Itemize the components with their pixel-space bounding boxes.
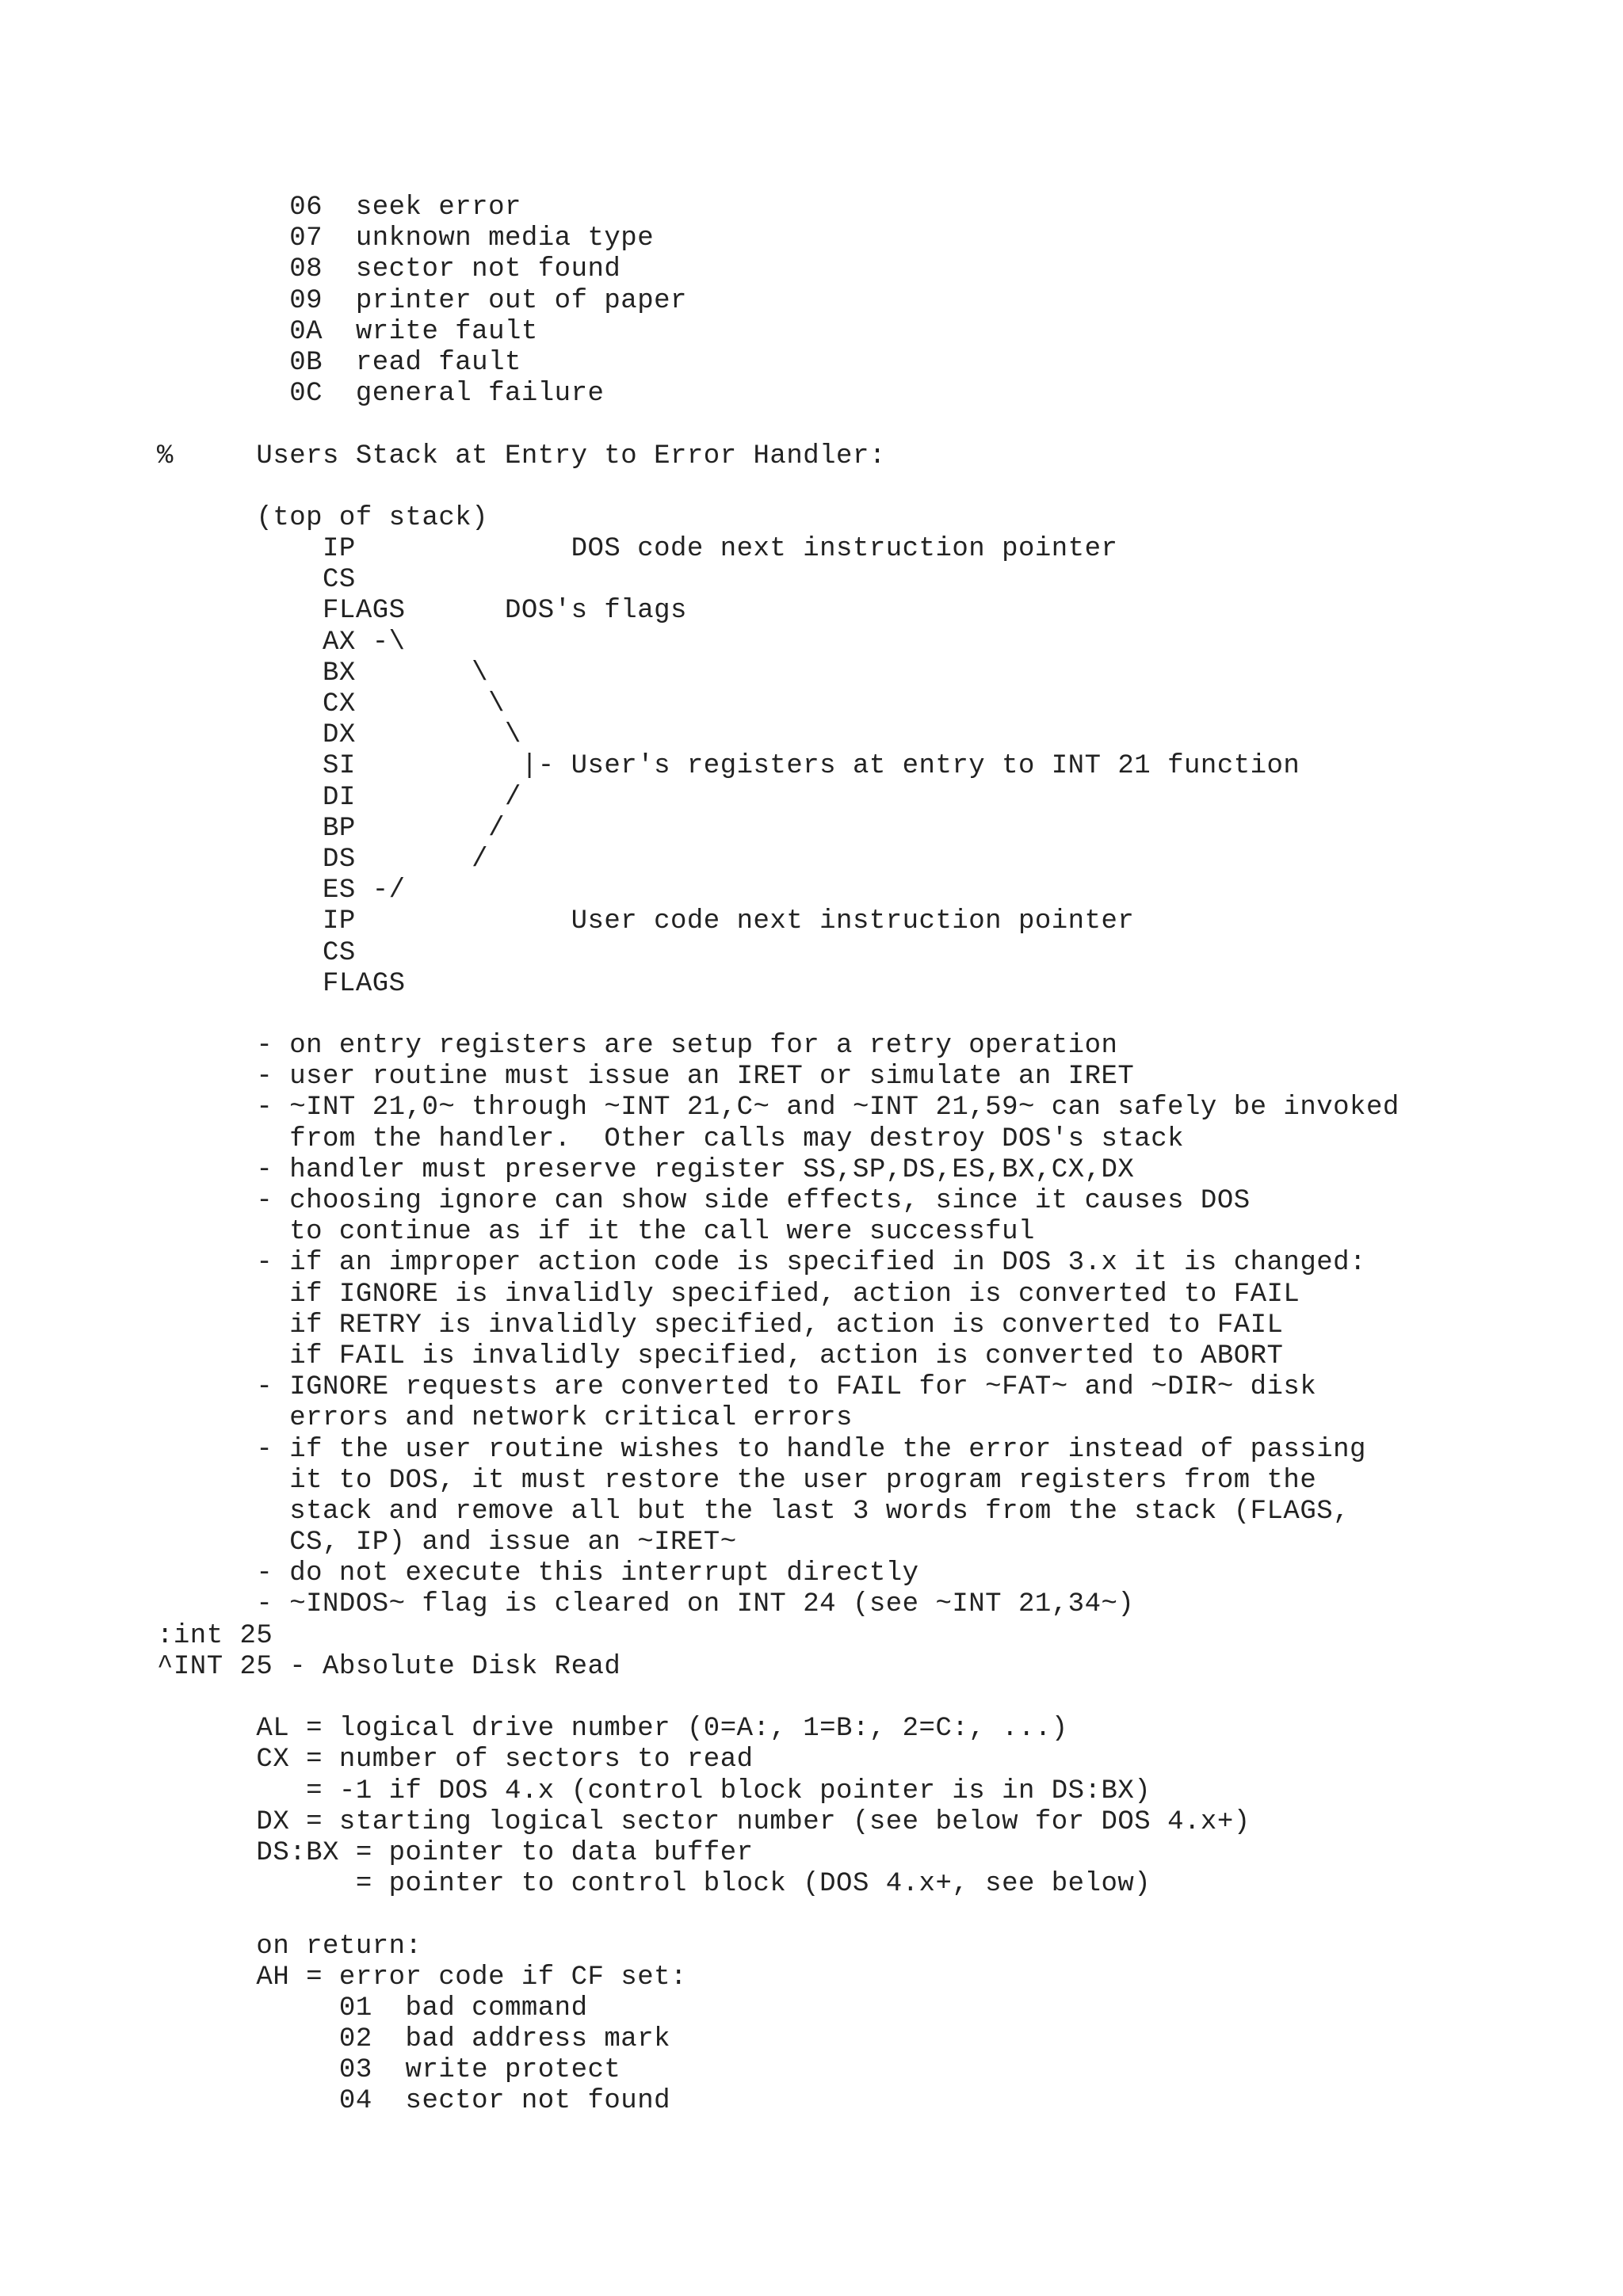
text-line: CX = number of sectors to read [157, 1745, 754, 1775]
text-line: IP User code next instruction pointer [157, 906, 1135, 937]
text-line: 07 unknown media type [157, 223, 655, 254]
text-line: stack and remove all but the last 3 words from the stack (FLAGS, [157, 1496, 1350, 1527]
text-line: - ~INT 21,0~ through ~INT 21,C~ and ~INT 21,59~ can safely be invoked [157, 1093, 1400, 1123]
text-line: 0C general failure [157, 379, 605, 410]
text-line: if IGNORE is invalidly specified, action is converted to FAIL [157, 1279, 1300, 1310]
text-line: ES -/ [157, 875, 406, 906]
text-line: FLAGS [157, 968, 406, 999]
text-line: if FAIL is invalidly specified, action is converted to ABORT [157, 1341, 1284, 1371]
text-line: % Users Stack at Entry to Error Handler: [157, 441, 886, 471]
text-line: - if the user routine wishes to handle the error instead of passing [157, 1434, 1366, 1465]
text-line: CX \ [157, 689, 505, 719]
text-line [157, 472, 1400, 503]
text-line: DI / [157, 782, 521, 813]
text-line: BP / [157, 813, 505, 844]
text-line: DX \ [157, 720, 521, 751]
text-line: 03 write protect [157, 2055, 621, 2086]
text-line: DX = starting logical sector number (see below for DOS 4.x+) [157, 1806, 1251, 1837]
document-text [157, 193, 1400, 2118]
text-line: on return: [157, 1931, 422, 1962]
text-line: (top of stack) [157, 502, 489, 533]
text-line: from the handler. Other calls may destroy DOS's stack [157, 1123, 1185, 1154]
text-line: 09 printer out of paper [157, 285, 687, 316]
text-line [157, 410, 1400, 441]
text-line: - do not execute this interrupt directly [157, 1558, 919, 1589]
text-line: = -1 if DOS 4.x (control block pointer is in DS:BX) [157, 1775, 1151, 1806]
text-line: to continue as if it the call were successful [157, 1217, 1035, 1248]
text-line: - if an improper action code is specified in DOS 3.x it is changed: [157, 1248, 1366, 1279]
text-line: CS [157, 937, 356, 968]
text-line: - user routine must issue an IRET or simulate an IRET [157, 1062, 1135, 1093]
text-line: CS, IP) and issue an ~IRET~ [157, 1527, 737, 1558]
text-line: BX \ [157, 658, 489, 688]
text-line: AH = error code if CF set: [157, 1962, 687, 1993]
text-line [157, 1000, 1400, 1031]
text-line: AX -\ [157, 627, 406, 658]
text-line: - choosing ignore can show side effects, since it causes DOS [157, 1186, 1251, 1216]
text-line: - ~INDOS~ flag is cleared on INT 24 (see ~INT 21,34~) [157, 1589, 1135, 1620]
text-line: errors and network critical errors [157, 1403, 853, 1434]
text-line [157, 1900, 1400, 1931]
text-line: AL = logical drive number (0=A:, 1=B:, 2=C:, ...) [157, 1714, 1068, 1745]
text-line: 06 seek error [157, 193, 521, 223]
text-line: 0B read fault [157, 347, 521, 378]
text-line: - IGNORE requests are converted to FAIL for ~FAT~ and ~DIR~ disk [157, 1372, 1317, 1403]
text-line: CS [157, 565, 356, 596]
text-line: IP DOS code next instruction pointer [157, 534, 1118, 565]
text-line: ^INT 25 - Absolute Disk Read [157, 1651, 621, 1682]
text-line: if RETRY is invalidly specified, action is converted to FAIL [157, 1310, 1284, 1341]
text-line: DS / [157, 844, 489, 875]
text-line: FLAGS DOS's flags [157, 596, 687, 627]
text-line: 01 bad command [157, 1993, 588, 2023]
text-line: SI |- User's registers at entry to INT 21 function [157, 751, 1300, 782]
text-line: = pointer to control block (DOS 4.x+, see below) [157, 1869, 1151, 1900]
text-line: it to DOS, it must restore the user program registers from the [157, 1465, 1317, 1496]
text-line: - on entry registers are setup for a retry operation [157, 1031, 1118, 1062]
text-line: 04 sector not found [157, 2086, 671, 2117]
text-line: 08 sector not found [157, 254, 621, 285]
text-line: 02 bad address mark [157, 2024, 671, 2055]
text-line: 0A write fault [157, 316, 538, 347]
text-line: DS:BX = pointer to data buffer [157, 1837, 754, 1868]
text-line: - handler must preserve register SS,SP,DS,ES,BX,CX,DX [157, 1154, 1135, 1185]
text-line [157, 1683, 1400, 1714]
text-line: :int 25 [157, 1620, 273, 1651]
